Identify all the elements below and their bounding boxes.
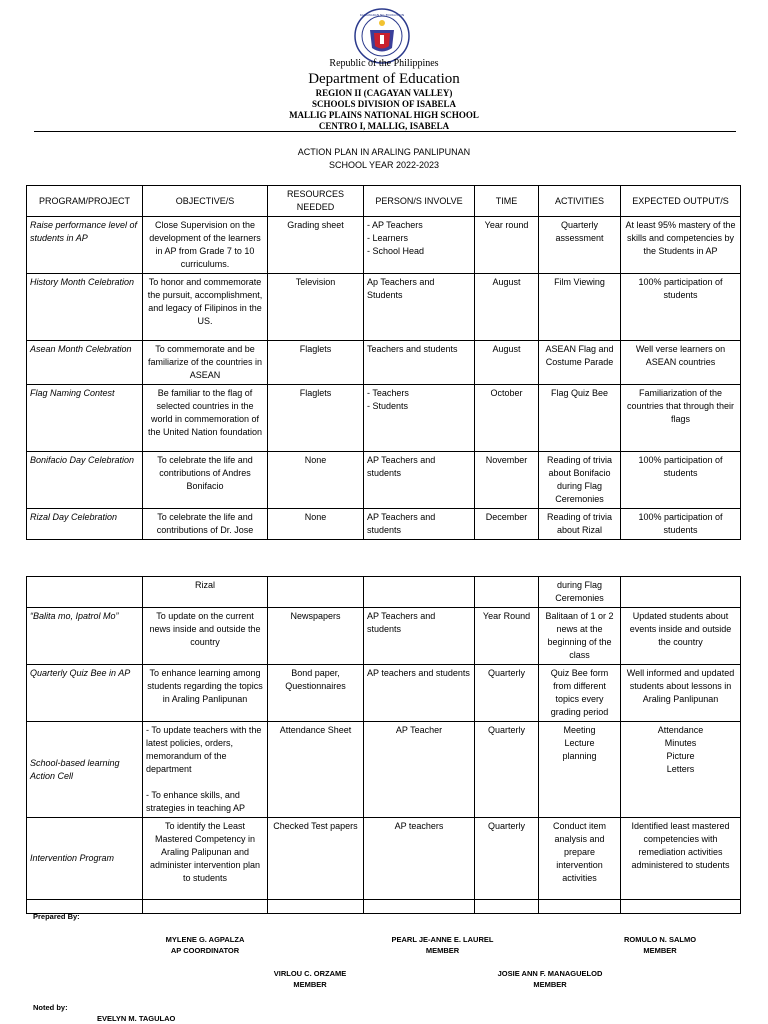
col-header-program: PROGRAM/PROJECT [27, 186, 143, 217]
table-row [27, 608, 741, 665]
objective-cell: Close Supervision on the development of the learners in AP from Grade 7 to 10 curriculums. [143, 217, 268, 274]
persons-cell: AP Teachers and students [364, 608, 475, 665]
time-cell: Year Round [475, 608, 539, 665]
person-item: - AP Teachers [367, 220, 423, 230]
prepared-by-label: Prepared By: [33, 912, 80, 921]
title-line-1: ACTION PLAN IN ARALING PANLIPUNAN [297, 147, 471, 157]
persons-cell: AP teachers [364, 818, 475, 900]
empty-cell [539, 900, 621, 914]
time-cell: August [475, 274, 539, 341]
table-row [27, 274, 741, 341]
program-cell: School-based learning Action Cell [27, 722, 143, 818]
output-cell: Identified least mastered competencies with remediation activities administered to students [621, 818, 741, 900]
time-cell: Quarterly [475, 665, 539, 722]
table-header-row [27, 186, 741, 217]
persons-cell: AP Teachers and students [364, 452, 475, 509]
col-header-activities: ACTIVITIES [539, 186, 621, 217]
title-line-2: SCHOOL YEAR 2022-2023 [328, 160, 440, 170]
resources-cell: Attendance Sheet [268, 722, 364, 818]
time-cell: August [475, 341, 539, 385]
persons-cell: AP teachers and students [364, 665, 475, 722]
person-item: - Students [367, 401, 409, 411]
time-cell: Quarterly [475, 722, 539, 818]
objective-cell: To update on the current news inside and outside the country [143, 608, 268, 665]
action-plan-table-page-1 [26, 185, 741, 540]
activities-cell: Film Viewing [539, 274, 621, 341]
table-row [27, 509, 741, 540]
document-title [0, 146, 768, 172]
resources-cell [268, 577, 364, 608]
signatory [250, 968, 370, 990]
signatory-role: MEMBER [643, 946, 677, 955]
objective-cell: Be familiar to the flag of selected countries in the world in commemoration of the United Nation foundation [143, 385, 268, 452]
output-item: Minutes [664, 738, 697, 748]
empty-cell [475, 900, 539, 914]
output-cell: 100% participation of students [621, 509, 741, 540]
person-item: - School Head [367, 246, 425, 256]
activities-cell: Reading of trivia about Bonifacio during Flag Ceremonies [539, 452, 621, 509]
output-cell: 100% participation of students [621, 274, 741, 341]
persons-cell [364, 217, 475, 274]
empty-cell [621, 900, 741, 914]
activities-cell: Quiz Bee form from different topics every grading period [539, 665, 621, 722]
table-row [27, 818, 741, 900]
school-line: MALLIG PLAINS NATIONAL HIGH SCHOOL [289, 110, 479, 120]
output-cell: Well verse learners on ASEAN countries [621, 341, 741, 385]
resources-cell: Checked Test papers [268, 818, 364, 900]
person-item: - Teachers [367, 388, 409, 398]
persons-cell [364, 385, 475, 452]
signatory-role: AP COORDINATOR [170, 946, 240, 955]
time-cell [475, 577, 539, 608]
objective-cell: To honor and commemorate the pursuit, accomplishment, and legacy of Filipinos in the US. [143, 274, 268, 341]
division-line: SCHOOLS DIVISION OF ISABELA [312, 99, 456, 109]
signatory [595, 934, 725, 956]
signatory-role: MEMBER [425, 946, 460, 955]
table-row [27, 217, 741, 274]
program-cell: “Balita mo, Ipatrol Mo” [27, 608, 143, 665]
output-item: Letters [666, 764, 695, 774]
activity-item: Meeting [563, 725, 596, 735]
signatory [140, 934, 270, 956]
resources-cell: Bond paper, Questionnaires [268, 665, 364, 722]
signatory-name: ROMULO N. SALMO [623, 935, 697, 944]
empty-cell [364, 900, 475, 914]
program-cell: Rizal Day Celebration [27, 509, 143, 540]
table-row [27, 341, 741, 385]
output-cell: Familiarization of the countries that through their flags [621, 385, 741, 452]
activities-cell: Quarterly assessment [539, 217, 621, 274]
activities-cell: during Flag Ceremonies [539, 577, 621, 608]
table-row [27, 385, 741, 452]
output-cell: 100% participation of students [621, 452, 741, 509]
objective-cell: To celebrate the life and contributions of Dr. Jose [143, 509, 268, 540]
action-plan-table-page-2 [26, 576, 741, 914]
address-line: CENTRO I, MALLIG, ISABELA [318, 121, 450, 131]
person-item: - Learners [367, 233, 409, 243]
persons-cell: Teachers and students [364, 341, 475, 385]
signatory [475, 968, 625, 990]
objective-cell: To identify the Least Mastered Competency in Araling Palipunan and administer intervention plan to students [143, 818, 268, 900]
resources-cell: Television [268, 274, 364, 341]
activities-cell: Flag Quiz Bee [539, 385, 621, 452]
objective-cell: To celebrate the life and contributions of Andres Bonifacio [143, 452, 268, 509]
objective-cell: Rizal [143, 577, 268, 608]
col-header-resources: RESOURCES NEEDED [268, 186, 364, 217]
output-cell [621, 722, 741, 818]
time-cell: Quarterly [475, 818, 539, 900]
table-row [27, 665, 741, 722]
department-name: Department of Education [308, 71, 460, 87]
deped-seal-logo [354, 8, 410, 64]
program-cell: Raise performance level of students in AP [27, 217, 143, 274]
col-header-output: EXPECTED OUTPUT/S [621, 186, 741, 217]
table-row [27, 722, 741, 818]
output-cell: Well informed and updated students about lessons in Araling Panlipunan [621, 665, 741, 722]
time-cell: November [475, 452, 539, 509]
objective-item: - To update teachers with the latest policies, orders, memorandum of the department [146, 725, 262, 774]
output-cell [621, 577, 741, 608]
persons-cell [364, 577, 475, 608]
activity-item: Lecture [564, 738, 595, 748]
signatory [370, 934, 515, 956]
activities-cell: ASEAN Flag and Costume Parade [539, 341, 621, 385]
activities-cell: Reading of trivia about Rizal [539, 509, 621, 540]
resources-cell: Grading sheet [268, 217, 364, 274]
persons-cell: AP Teacher [364, 722, 475, 818]
objective-cell: To commemorate and be familiarize of the countries in ASEAN [143, 341, 268, 385]
persons-cell: AP Teachers and students [364, 509, 475, 540]
objective-item: - To enhance skills, and strategies in teaching AP [146, 790, 246, 813]
objective-cell [143, 722, 268, 818]
activity-item: planning [562, 751, 597, 761]
empty-cell [143, 900, 268, 914]
region-line: REGION II (CAGAYAN VALLEY) [315, 88, 453, 98]
time-cell: Year round [475, 217, 539, 274]
table-row-empty [27, 900, 741, 914]
output-cell: Updated students about events inside and outside the country [621, 608, 741, 665]
header-divider [34, 131, 736, 132]
seal-text: KAGAWARAN NG EDUKASYON [359, 13, 405, 17]
signatory-name: MYLENE G. AGPALZA [165, 935, 245, 944]
program-cell [27, 577, 143, 608]
activities-cell [539, 722, 621, 818]
resources-cell: None [268, 452, 364, 509]
col-header-objective: OBJECTIVE/S [143, 186, 268, 217]
col-header-time: TIME [475, 186, 539, 217]
republic-line: Republic of the Philippines [329, 58, 439, 69]
activities-cell: Conduct item analysis and prepare intervention activities [539, 818, 621, 900]
program-cell: Bonifacio Day Celebration [27, 452, 143, 509]
signatory-name: VIRLOU C. ORZAME [273, 969, 347, 978]
persons-cell: Ap Teachers and Students [364, 274, 475, 341]
col-header-persons: PERSON/S INVOLVE [364, 186, 475, 217]
resources-cell: None [268, 509, 364, 540]
resources-cell: Flaglets [268, 341, 364, 385]
signatory-name: PEARL JE-ANNE E. LAUREL [391, 935, 494, 944]
noted-by-name: EVELYN M. TAGULAO [97, 1014, 176, 1023]
output-item: Picture [666, 751, 695, 761]
program-cell: Intervention Program [27, 818, 143, 900]
noted-by-label: Noted by: [33, 1003, 68, 1012]
time-cell: October [475, 385, 539, 452]
program-cell: History Month Celebration [27, 274, 143, 341]
output-cell: At least 95% mastery of the skills and competencies by the Students in AP [621, 217, 741, 274]
activities-cell: Balitaan of 1 or 2 news at the beginning of the class [539, 608, 621, 665]
signatory-name: JOSIE ANN F. MANAGUELOD [497, 969, 603, 978]
time-cell: December [475, 509, 539, 540]
program-cell: Quarterly Quiz Bee in AP [27, 665, 143, 722]
program-cell: Asean Month Celebration [27, 341, 143, 385]
table-row-continuation [27, 577, 741, 608]
resources-cell: Newspapers [268, 608, 364, 665]
output-item: Attendance [657, 725, 704, 735]
resources-cell: Flaglets [268, 385, 364, 452]
signatory-role: MEMBER [533, 980, 567, 989]
objective-cell: To enhance learning among students regarding the topics in Araling Panlipunan [143, 665, 268, 722]
program-cell: Flag Naming Contest [27, 385, 143, 452]
table-row [27, 452, 741, 509]
signatory-role: MEMBER [293, 980, 327, 989]
empty-cell [268, 900, 364, 914]
